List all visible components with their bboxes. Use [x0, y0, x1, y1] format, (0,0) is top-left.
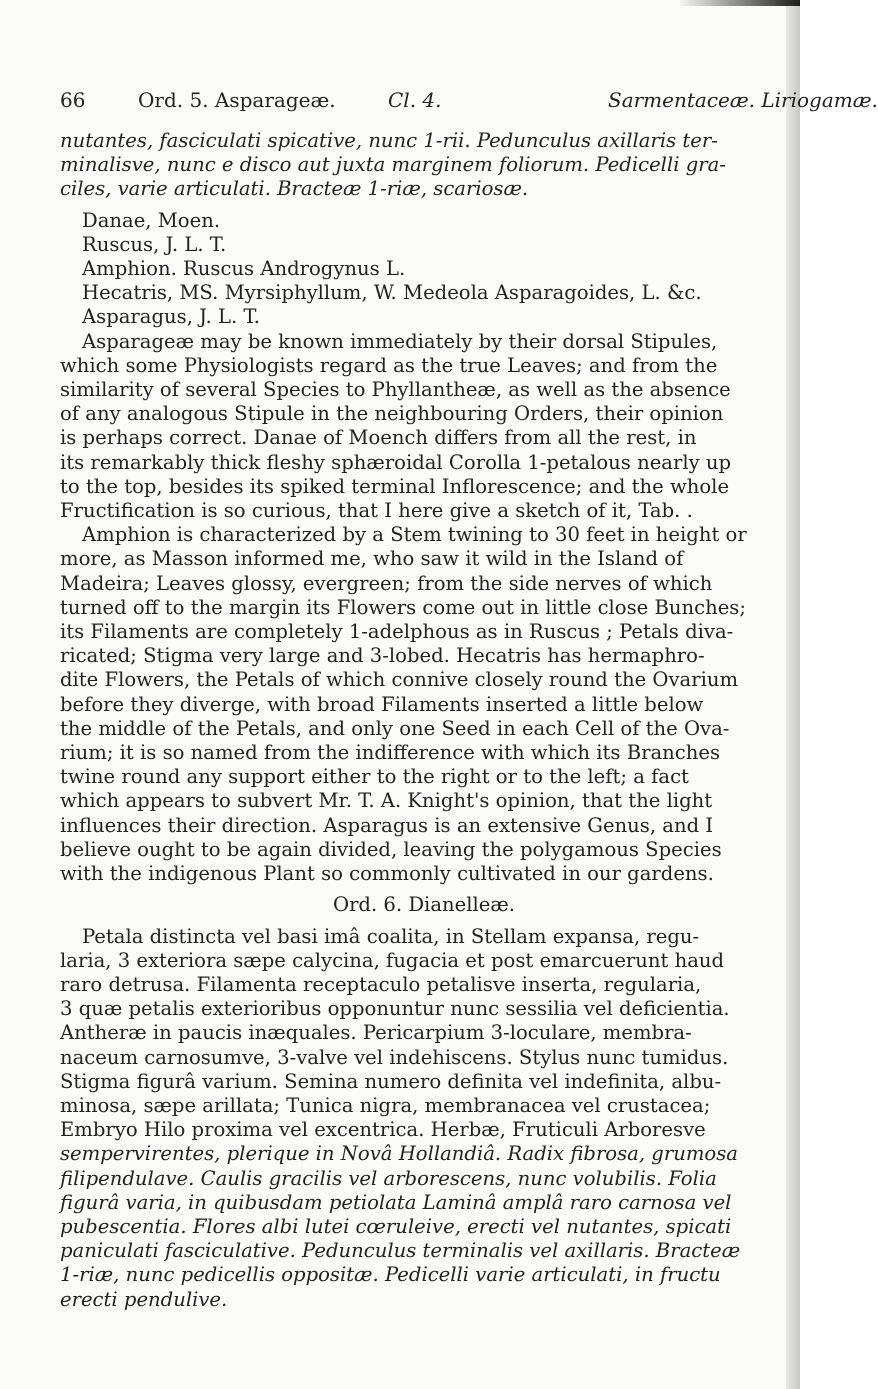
text-line: twine round any support either to the right or to the left; a fact [60, 765, 689, 789]
text-line: Antheræ in paucis inæquales. Pericarpium 3-loculare, membra- [60, 1021, 692, 1045]
text-line: which some Physiologists regard as the true Leaves; and from the [60, 353, 718, 377]
text-line: Embryo Hilo proxima vel excentrica. Herbæ, Fruticuli Arboresve [60, 1118, 706, 1142]
text-line: more, as Masson informed me, who saw it wild in the Island of [60, 547, 684, 571]
spacer [60, 202, 788, 209]
text-line: sempervirentes, plerique in Novâ Hollandiâ. Radix fibrosa, grumosa [60, 1142, 738, 1166]
text-line: raro detrusa. Filamenta receptaculo petalisve inserta, regularia, [60, 972, 702, 996]
order-heading: Ord. 5. Asparageæ. [138, 88, 336, 112]
genus-list-item: Asparagus, J. L. T. [82, 305, 260, 329]
page-corner-shadow [680, 0, 800, 6]
text-line: similarity of several Species to Phyllantheæ, as well as the absence [60, 378, 731, 402]
genus-list-item: Danae, Moen. [82, 208, 221, 232]
text-line: its remarkably thick fleshy sphæroidal Corolla 1-petalous nearly up [60, 450, 732, 474]
text-line: influences their direction. Asparagus is an extensive Genus, and I [60, 813, 714, 837]
text-line: paniculati fasciculative. Pedunculus terminalis vel axillaris. Bracteæ [60, 1239, 741, 1263]
text-line: its Filaments are completely 1-adelphous as in Ruscus ; Petals diva- [60, 620, 734, 644]
text-line: nutantes, fasciculati spicative, nunc 1-rii. Pedunculus axillaris ter- [60, 129, 718, 152]
text-line: minosa, sæpe arillata; Tunica nigra, membranacea vel crustacea; [60, 1093, 711, 1117]
text-line: rium; it is so named from the indifference with which its Branches [60, 741, 721, 765]
text-line: ricated; Stigma very large and 3-lobed. Hecatris has hermaphro- [60, 644, 705, 668]
text-line: believe ought to be again divided, leaving the polygamous Species [60, 837, 722, 861]
text-line: before they diverge, with broad Filaments inserted a little below [60, 692, 704, 716]
class-heading: Cl. 4. [388, 88, 442, 112]
spacer [60, 918, 788, 925]
text-line: ciles, varie articulati. Bracteæ 1-riæ, scariosæ. [60, 177, 529, 201]
text-line: Asparageæ may be known immediately by their dorsal Stipules, [82, 329, 718, 353]
text-line: to the top, besides its spiked terminal Inflorescence; and the whole [60, 474, 730, 498]
text-line: which appears to subvert Mr. T. A. Knight's opinion, that the light [60, 789, 713, 813]
text-line: minalisve, nunc e disco aut juxta marginem foliorum. Pedicelli gra- [60, 153, 726, 177]
text-line: is perhaps correct. Danae of Moench differs from all the rest, in [60, 426, 697, 450]
text-line: laria, 3 exteriora sæpe calycina, fugacia et post emarcuerunt haud [60, 948, 725, 972]
section-heading: Ord. 6. Dianelleæ. [333, 893, 515, 917]
text-line: Madeira; Leaves glossy, evergreen; from the side nerves of which [60, 571, 713, 595]
text-line: Fructification is so curious, that I here give a sketch of it, Tab. . [60, 499, 693, 523]
text-line: 1-riæ, nunc pedicellis oppositæ. Pedicelli varie articulati, in fructu [60, 1263, 721, 1287]
body-text [60, 129, 788, 1312]
text-line: with the indigenous Plant so commonly cultivated in our gardens. [60, 862, 714, 886]
text-line: dite Flowers, the Petals of which connive closely round the Ovarium [60, 668, 739, 692]
subclass-heading: Sarmentaceæ. Liriogamæ. [608, 88, 878, 112]
text-line: Amphion is characterized by a Stem twining to 30 feet in height or [82, 523, 747, 547]
text-line: 3 quæ petalis exterioribus opponuntur nunc sessilia vel deficientia. [60, 997, 730, 1021]
genus-list-item: Amphion. Ruscus Androgynus L. [82, 257, 406, 281]
text-line: figurâ varia, in quibusdam petiolata Laminâ amplâ raro carnosa vel [60, 1190, 732, 1214]
text-line: the middle of the Petals, and only one Seed in each Cell of the Ova- [60, 716, 730, 740]
genus-list-item: Ruscus, J. L. T. [82, 232, 227, 256]
text-line: pubescentia. Flores albi lutei cœruleive, erecti vel nutantes, spicati [60, 1214, 732, 1238]
page-number: 66 [60, 88, 86, 112]
text-line: filipendulave. Caulis gracilis vel arborescens, nunc volubilis. Folia [60, 1166, 717, 1190]
page-edge-shadow [786, 0, 800, 1389]
text-line: of any analogous Stipule in the neighbouring Orders, their opinion [60, 402, 724, 426]
text-line: turned off to the margin its Flowers come out in little close Bunches; [60, 595, 746, 619]
spacer [60, 886, 788, 893]
genus-list-item: Hecatris, MS. Myrsiphyllum, W. Medeola Asparagoides, L. &c. [82, 281, 702, 305]
text-line: Stigma figurâ varium. Semina numero definita vel indefinita, albu- [60, 1069, 722, 1093]
text-line: Petala distincta vel basi imâ coalita, in Stellam expansa, regu- [82, 924, 700, 948]
text-line: erecti pendulive. [60, 1287, 228, 1311]
text-line: naceum carnosumve, 3-valve vel indehiscens. Stylus nunc tumidus. [60, 1045, 729, 1069]
